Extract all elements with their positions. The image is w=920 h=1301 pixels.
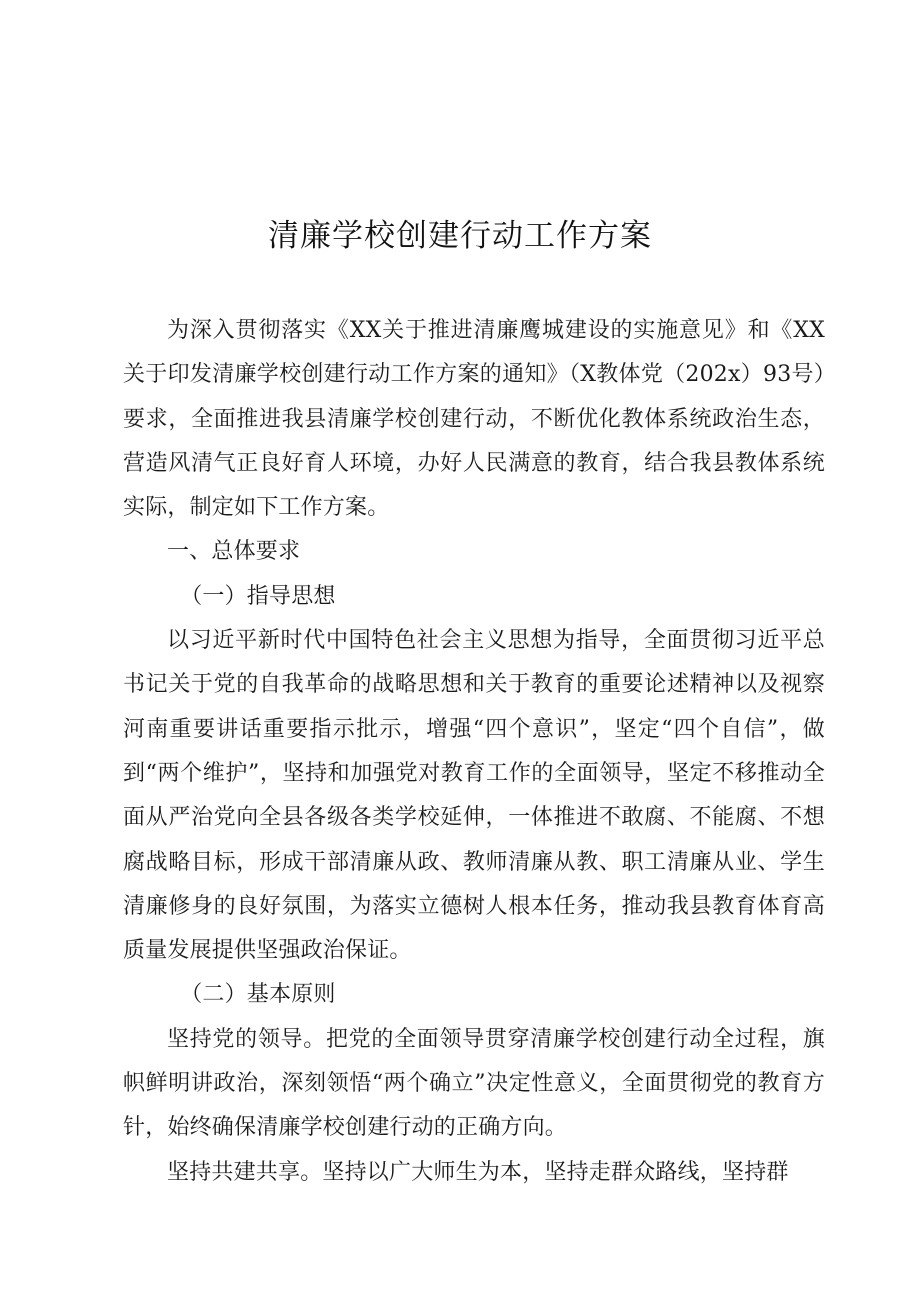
principle-co-construction-paragraph: 坚持共建共享。坚持以广大师生为本，坚持走群众路线，坚持群 bbox=[167, 1159, 789, 1185]
document-title: 清廉学校创建行动工作方案 bbox=[268, 218, 652, 254]
subsection-heading-basic-principles: （二）基本原则 bbox=[180, 982, 336, 1008]
section-heading-general-requirements: 一、总体要求 bbox=[167, 539, 301, 565]
guiding-ideology-paragraph: 以习近平新时代中国特色社会主义思想为指导，全面贯彻习近平总书记关于党的自我革命的战略思想和关于教育的重要论述精神以及视察河南重要讲话重要指示批示，增强“四个意识”，坚定“四个自信”，做到“两个维护”，坚持和加强党对教育工作的全面领导，坚定不移推动全面从严治党向全县各级各类学校延伸，一体推进不敢腐、不能腐、不想腐战略目标，形成干部清廉从政、教师清廉从教、职工清廉从业、学生清廉修身的良好氛围，为落实立德树人根本任务，推动我县教育体育高质量发展提供坚强政治保证。 bbox=[123, 628, 825, 964]
principle-party-leadership-paragraph: 坚持党的领导。把党的全面领导贯穿清廉学校创建行动全过程，旗帜鲜明讲政治，深刻领悟“两个确立”决定性意义，全面贯彻党的教育方针，始终确保清廉学校创建行动的正确方向。 bbox=[123, 1026, 825, 1141]
document-body bbox=[123, 309, 825, 1195]
subsection-heading-guiding-ideology: （一）指导思想 bbox=[180, 583, 336, 609]
intro-paragraph: 为深入贯彻落实《XX关于推进清廉鹰城建设的实施意见》和《XX关于印发清廉学校创建行动工作方案的通知》（X教体党（202x）93号）要求，全面推进我县清廉学校创建行动，不断优化教体系统政治生态，营造风清气正良好育人环境，办好人民满意的教育，结合我县教体系统实际，制定如下工作方案。 bbox=[123, 318, 825, 521]
